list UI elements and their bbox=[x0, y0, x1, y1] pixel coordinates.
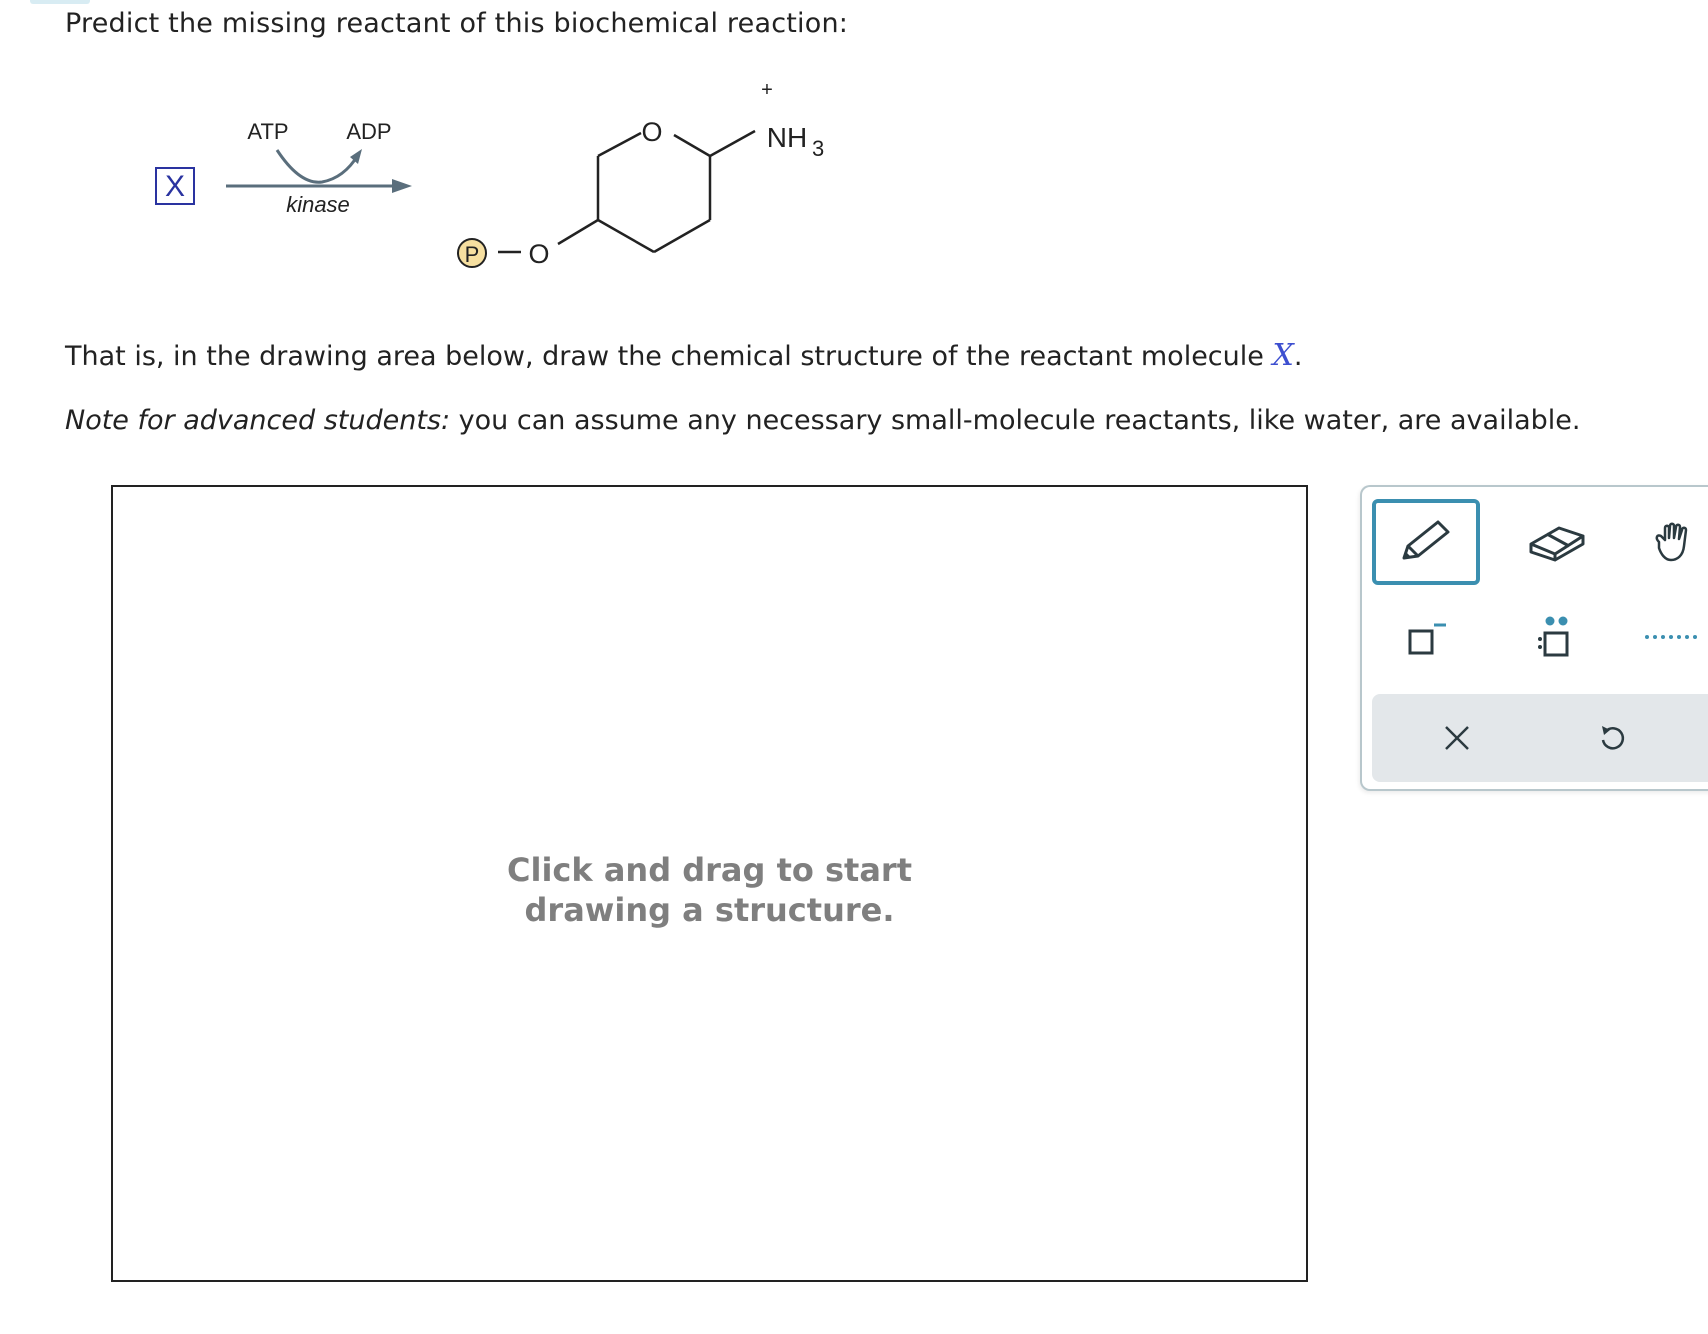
cofactor-curved-arrow bbox=[277, 150, 358, 182]
question-prompt: Predict the missing reactant of this biochemical reaction: bbox=[65, 8, 849, 39]
instruction-variable: X bbox=[1272, 338, 1294, 373]
hand-icon bbox=[1649, 518, 1697, 566]
advanced-note-prefix: Note for advanced students: bbox=[65, 405, 451, 436]
instruction-body: That is, in the drawing area below, draw the chemical structure of the reactant molecule bbox=[65, 341, 1273, 372]
adp-label: ADP bbox=[346, 119, 392, 144]
more-icon bbox=[1641, 627, 1705, 647]
clear-button[interactable] bbox=[1402, 702, 1512, 774]
ammonium-charge: + bbox=[761, 79, 773, 101]
charge-icon bbox=[1400, 613, 1452, 661]
drawing-toolbar bbox=[1360, 485, 1708, 791]
reaction-scheme bbox=[0, 60, 900, 300]
charge-tool-button[interactable] bbox=[1372, 592, 1480, 682]
ring-oxygen-label: O bbox=[641, 117, 663, 147]
phosphate-label: P bbox=[464, 242, 480, 267]
reaction-arrowhead bbox=[392, 179, 412, 193]
product-structure bbox=[498, 131, 755, 252]
atp-label: ATP bbox=[247, 119, 289, 144]
lone-pair-tool-button[interactable] bbox=[1502, 592, 1610, 682]
phosphate-group bbox=[458, 239, 486, 267]
undo-icon bbox=[1596, 722, 1628, 754]
pencil-icon bbox=[1396, 518, 1456, 566]
eraser-tool-button[interactable] bbox=[1502, 499, 1610, 585]
canvas-hint: Click and drag to start drawing a structure. bbox=[507, 851, 912, 929]
clear-icon bbox=[1442, 723, 1472, 753]
ammonium-label: NH bbox=[766, 122, 808, 153]
pan-tool-button[interactable] bbox=[1624, 499, 1708, 585]
reactant-x-box bbox=[156, 168, 194, 204]
reaction-scheme-svg bbox=[0, 60, 900, 300]
eraser-icon bbox=[1525, 522, 1587, 562]
instruction-text bbox=[65, 338, 1302, 373]
draw-tool-button[interactable] bbox=[1372, 499, 1480, 585]
enzyme-label: kinase bbox=[286, 192, 350, 217]
undo-button[interactable] bbox=[1557, 702, 1667, 774]
advanced-note-body: you can assume any necessary small-molecule reactants, like water, are available. bbox=[450, 405, 1581, 436]
reactant-x-label: X bbox=[164, 170, 186, 203]
ester-oxygen-label: O bbox=[528, 239, 550, 269]
instruction-end: . bbox=[1293, 341, 1303, 372]
more-tool-button[interactable] bbox=[1624, 592, 1708, 682]
top-accent-bar bbox=[30, 0, 90, 4]
ammonium-subscript: 3 bbox=[812, 136, 825, 161]
lone-pair-icon bbox=[1530, 611, 1582, 663]
advanced-note bbox=[65, 405, 1580, 436]
drawing-canvas[interactable] bbox=[111, 485, 1308, 1282]
